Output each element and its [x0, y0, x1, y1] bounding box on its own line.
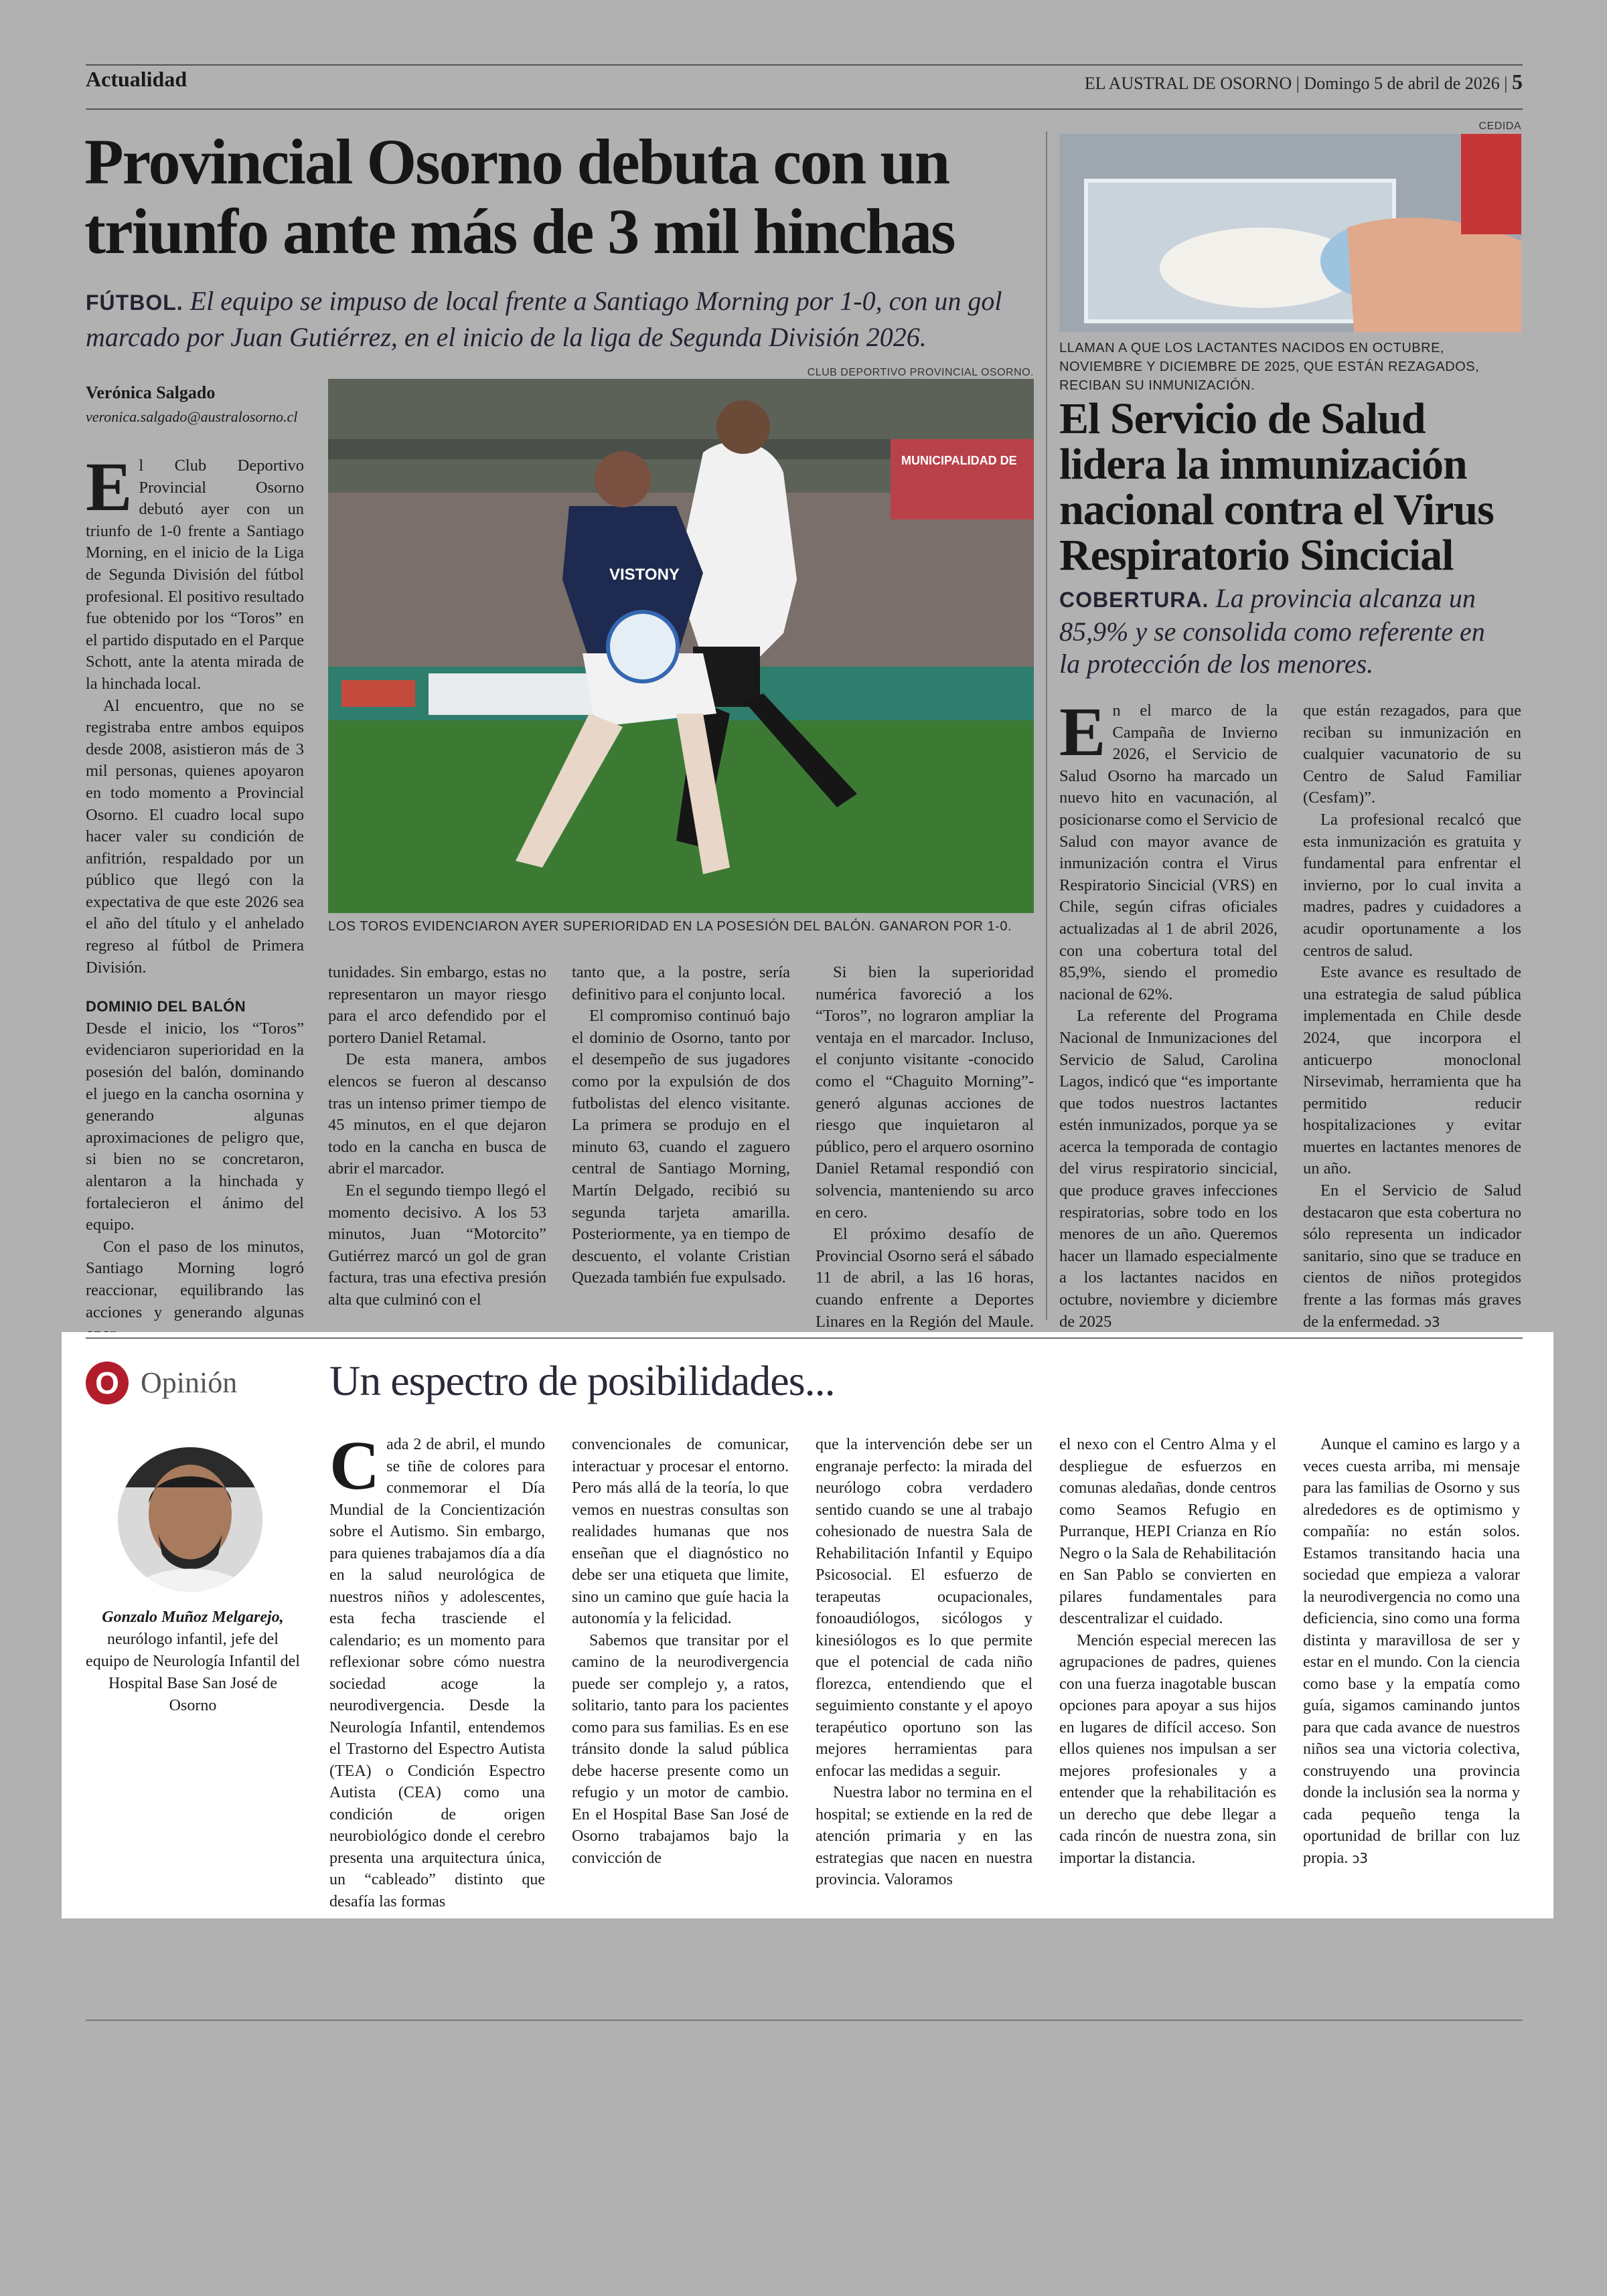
side-headline: El Servicio de Salud lidera la inmunización nacional contra el Virus Respiratorio Sincicial	[1059, 394, 1494, 580]
side-col2-p4: En el Servicio de Salud destacaron que esta cobertura no sólo representa un indicador sanitario, sino que se traduce en cientos de niños protegidos frente a las formas más graves de la enfermedad.	[1303, 1181, 1521, 1331]
opinion-col-2	[572, 1434, 789, 1869]
newspaper-name: EL AUSTRAL DE OSORNO	[1084, 74, 1292, 93]
main-headline: Provincial Osorno debuta con un triunfo ante más de 3 mil hinchas	[84, 126, 955, 267]
opinion-col5-p1: Aunque el camino es largo y a veces cuesta arriba, mi mensaje para las familias de Osorno y sus alrededores es de optimismo y compañía: no están solos. Estamos transitando hacia una sociedad que empieza a valorar la neurodivergencia no como una deficiencia, sino como una forma distinta y maravillosa de ser y estar en el mundo. Con la ciencia como base y la empatía como guía, sigamos caminando juntos para que cada avance de nuestros niños sea una victoria colectiva, construyendo una provincia donde la inclusión sea la norma y cada pequeño tenga la oportunidad de brillar con luz propia.	[1303, 1436, 1520, 1867]
masthead: EL AUSTRAL DE OSORNO | Domingo 5 de abril de 2026 | 5	[1084, 70, 1523, 94]
opinion-label: Opinión	[141, 1366, 238, 1399]
main-col4-p2: El próximo desafío de Provincial Osorno será el sábado 11 de abril, a las 16 horas, cuando enfrente a Deportes Linares en la Región del Maule.	[816, 1225, 1034, 1331]
main-photo-credit: CLUB DEPORTIVO PROVINCIAL OSORNO.	[807, 367, 1034, 378]
side-col2-p3: Este avance es resultado de una estrategia de salud pública implementada en Chile desde 2024, que incorpora el anticuerpo monoclonal Nirsevimab, herramienta que ha permitido reducir hospitalizaciones y evitar muertes en lactantes menores de un año.	[1303, 963, 1521, 1178]
side-deck	[1059, 582, 1501, 680]
baby-photo	[1059, 134, 1521, 332]
opinion-col-1	[329, 1427, 545, 1912]
shirt-sponsor: VISTONY	[609, 566, 680, 584]
author-credit	[86, 1607, 300, 1717]
main-col1-p2: Al encuentro, que no se registraba entre ambos equipos desde 2008, asistieron más de 3 mil personas, quienes apoyaron en todo momento a Provincial Osorno. El cuadro local supo hacer valer su condición de anfitrión, respaldado por un público que llegó con la expectativa de que este 2026 sea el año del título y el anhelado regreso al fútbol de Primera División.	[86, 696, 304, 977]
opinion-col1: ada 2 de abril, el mundo se tiñe de colores para conmemorar el Día Mundial de la Concientización sobre el Autismo. Sin embargo, para quienes trabajamos día a día en la salud neurológica de nuestros niños y adolescentes, esta fecha trasciende el calendario; es un momento para reflexionar sobre cómo nuestra sociedad acoge la neurodivergencia. Desde la Neurología Infantil, entendemos el Trastorno del Espectro Autista (TEA) o Condición Espectro Autista (CEA) como una condición de origen neurobiológico donde el cerebro presenta una arquitectura única, un “cableado” distinto que desafía las formas	[329, 1436, 545, 1910]
opinion-author-role: neurólogo infantil, jefe del equipo de Neurología Infantil del Hospital Base San José de Osorno	[86, 1631, 300, 1714]
page-bottom-rule	[86, 2020, 1523, 2021]
main-col3-p2: El compromiso continuó bajo el dominio de Osorno, tanto por el desempeño de sus jugadores como por la expulsión de dos futbolistas del elenco visitante. La primera se produjo en el minuto 63, cuando el zaguero central de Santiago Morning, Martín Delgado, recibió su segunda tarjeta amarilla. Posteriormente, ya en tiempo de descuento, el volante Cristian Quezada también fue expulsado.	[572, 1007, 790, 1287]
opinion-col3-p2: Nuestra labor no termina en el hospital; se extiende en la red de atención primaria y en las estrategias que nacen en nuestra provincia. Valoramos	[816, 1784, 1032, 1888]
opinion-col-5	[1303, 1434, 1520, 1869]
page-number: 5	[1512, 70, 1523, 94]
main-dropcap: E	[86, 448, 133, 525]
opinion-dropcap: C	[329, 1427, 380, 1504]
main-col-2	[328, 962, 546, 1311]
header-top-rule	[86, 64, 1523, 66]
opinion-col-4	[1059, 1434, 1276, 1869]
issue-date: Domingo 5 de abril de 2026	[1304, 74, 1500, 93]
opinion-title: Un espectro de posibilidades...	[329, 1357, 835, 1404]
side-photo-credit: CEDIDA	[1478, 120, 1521, 132]
side-col2-p2: La profesional recalcó que esta inmunización es gratuita y fundamental para enfrentar el invierno, por lo cual invita a madres, padres y cuidadores a acudir oportunamente a los centros de salud.	[1303, 810, 1521, 960]
side-photo-caption: LLAMAN A QUE LOS LACTANTES NACIDOS EN OCTUBRE, NOVIEMBRE Y DICIEMBRE DE 2025, QUE ESTÁN REZAGADOS, RECIBAN SU INMUNIZACIÓN.	[1059, 341, 1480, 393]
side-kicker: COBERTURA.	[1059, 588, 1209, 612]
side-dropcap: E	[1059, 693, 1106, 770]
main-col4-p1: Si bien la superioridad numérica favoreció a los “Toros”, no lograron ampliar la ventaja en el marcador. Incluso, el conjunto visitante -conocido como el “Chaguito Morning”- generó algunas acciones de riesgo que inquietaron al público, pero el arquero osornino Daniel Retamal respondió con solvencia, manteniendo su arco en cero.	[816, 963, 1034, 1222]
side-deck-text: La provincia alcanza un 85,9% y se consolida como referente en la protección de los menores.	[1059, 583, 1485, 679]
main-deck	[86, 284, 1023, 355]
section-name: Actualidad	[86, 67, 187, 91]
end-mark-icon: ↄ3	[1352, 1850, 1369, 1866]
banner-text: MUNICIPALIDAD DE	[901, 454, 1017, 467]
baby-photo-art	[1059, 134, 1521, 332]
side-col-1	[1059, 693, 1278, 1333]
opinion-col3-p1: que la intervención debe ser un engranaje perfecto: la mirada del neurólogo cobra verdadero sentido cuando se une al trabajo cohesionado de nuestra Sala de Rehabilitación Infantil y Equipo Psicosocial. El esfuerzo de terapeutas ocupacionales, fonoaudiólogos, sicólogos y kinesiólogos es lo que permite que el potencial de cada niño florezca, entendiendo que el seguimiento constante y el apoyo terapéutico oportuno son las mejores herramientas para enfocar las medidas a seguir.	[816, 1436, 1032, 1780]
end-mark-icon: ↄ3	[1424, 1313, 1440, 1330]
opinion-col2-p2: Sabemos que transitar por el camino de la neurodivergencia puede ser complejo y, a ratos, solitario, tanto para los pacientes como para sus familias. Es en ese tránsito donde la salud pública debe hacerse presente como un refugio y un motor de cambio. En el Hospital Base San José de Osorno trabajamos bajo la convicción de	[572, 1631, 789, 1867]
opinion-col4-p2: Mención especial merecen las agrupaciones de padres, quienes con una fuerza inagotable buscan opciones para apoyar a sus hijos en lugares de difícil acceso. Son ellos quienes nos impulsan a ser mejores profesionales y a entender que la rehabilitación es un derecho que debe llegar a cada rincón de nuestra zona, sin importar la distancia.	[1059, 1631, 1276, 1867]
header-bottom-rule	[86, 108, 1523, 110]
main-subhead: DOMINIO DEL BALÓN	[86, 998, 246, 1015]
opinion-col-3	[816, 1434, 1032, 1891]
main-col-3	[572, 962, 790, 1289]
main-col1-p3: Desde el inicio, los “Toros” evidenciaron superioridad en la posesión del balón, dominando el juego en la cancha osornina y generando algunas aproximaciones de peligro que, si bien no se concretaron, alentaron a la hinchada y fortalecieron el ánimo del equipo.	[86, 1019, 304, 1234]
main-kicker: FÚTBOL.	[86, 291, 183, 315]
main-col1-p1: l Club Deportivo Provincial Osorno debutó ayer con un triunfo de 1-0 frente a Santiago Morning, en el inicio de la Liga de Segunda División del fútbol profesional. El positivo resultado fue obtenido por los “Toros” en el partido disputado en el Parque Schott, ante la atenta mirada de la hinchada local.	[86, 457, 304, 693]
opinion-section	[62, 1332, 1553, 1918]
author-byline: Verónica Salgado	[86, 383, 216, 402]
main-deck-text: El equipo se impuso de local frente a Santiago Morning por 1-0, con un gol marcado por Juan Gutiérrez, en el inicio de la liga de Segunda División 2026.	[86, 286, 1002, 352]
side-col-2	[1303, 700, 1521, 1333]
opinion-col2-p1: convencionales de comunicar, interactuar y procesar el entorno. Pero más allá de la teoría, lo que vemos en nuestras consultas son realidades humanas que nos enseñan que el diagnóstico no debe ser una etiqueta que limite, sino un camino que guíe hacia la autonomía y la felicidad.	[572, 1436, 789, 1627]
main-col2-p1: tunidades. Sin embargo, estas no representaron un mayor riesgo para el arco defendido por el portero Daniel Retamal.	[328, 963, 546, 1047]
main-col3-p1: tanto que, a la postre, sería definitivo para el conjunto local.	[572, 963, 790, 1003]
football-photo	[328, 379, 1034, 913]
opinion-badge-icon: O	[86, 1362, 129, 1404]
football-photo-art	[328, 379, 1034, 913]
main-photo-caption: LOS TOROS EVIDENCIARON AYER SUPERIORIDAD EN LA POSESIÓN DEL BALÓN. GANARON POR 1-0.	[328, 919, 1012, 934]
author-email: veronica.salgado@australosorno.cl	[86, 408, 298, 425]
main-col-4	[816, 962, 1034, 1355]
main-col-1	[86, 448, 304, 1345]
column-divider	[1046, 131, 1047, 1320]
author-avatar	[118, 1447, 262, 1592]
main-col2-p2: De esta manera, ambos elencos se fueron al descanso tras un intenso primer tiempo de 45 minutos, en el que dejaron todo en la cancha en busca de abrir el marcador.	[328, 1050, 546, 1178]
author-portrait	[118, 1447, 262, 1592]
main-col1-p4: Con el paso de los minutos, Santiago Morning logró reaccionar, equilibrando las acciones y generando algunas	[86, 1237, 304, 1321]
side-col2-p1: que están rezagados, para que reciban su inmunización en cualquier vacunatorio de su Centro de Salud Familiar (Cesfam)”.	[1303, 702, 1521, 807]
opinion-author-name: Gonzalo Muñoz Melgarejo,	[102, 1609, 284, 1626]
side-col1-p1: n el marco de la Campaña de Invierno 2026, el Servicio de Salud Osorno ha marcado un nuevo hito en vacunación, al posicionarse como el Servicio de Salud con mayor avance de inmunización contra el Virus Respiratorio Sincicial (VRS) en Chile, según cifras oficiales actualizadas al 1 de abril 2026, con una cobertura total del 85,9%, siendo el promedio nacional de 62%.	[1059, 702, 1278, 1003]
opinion-col4-p1: el nexo con el Centro Alma y el despliegue de esfuerzos en comunas aledañas, donde centros como Seamos Refugio en Purranque, HEPI Crianza en Río Negro o la Sala de Rehabilitación en San Pablo se convierten en pilares fundamentales para descentralizar el cuidado.	[1059, 1436, 1276, 1627]
main-col2-p3: En el segundo tiempo llegó el momento decisivo. A los 53 minutos, Juan “Motorcito” Gutiérrez marcó un gol de gran factura, tras una efectiva presión alta que culminó con el	[328, 1181, 546, 1309]
opinion-top-rule	[86, 1337, 1523, 1339]
side-col1-p2: La referente del Programa Nacional de Inmunizaciones del Servicio de Salud, Carolina Lagos, indicó que “es importante que todos nuestros lactantes estén inmunizados, porque ya se acerca la temporada de contagio del virus respiratorio sincicial, que produce graves infecciones respiratorias, sobre todo en los menores de un año. Queremos hacer un llamado especialmente a los lactantes nacidos en octubre, noviembre y diciembre de 2025	[1059, 1007, 1278, 1331]
